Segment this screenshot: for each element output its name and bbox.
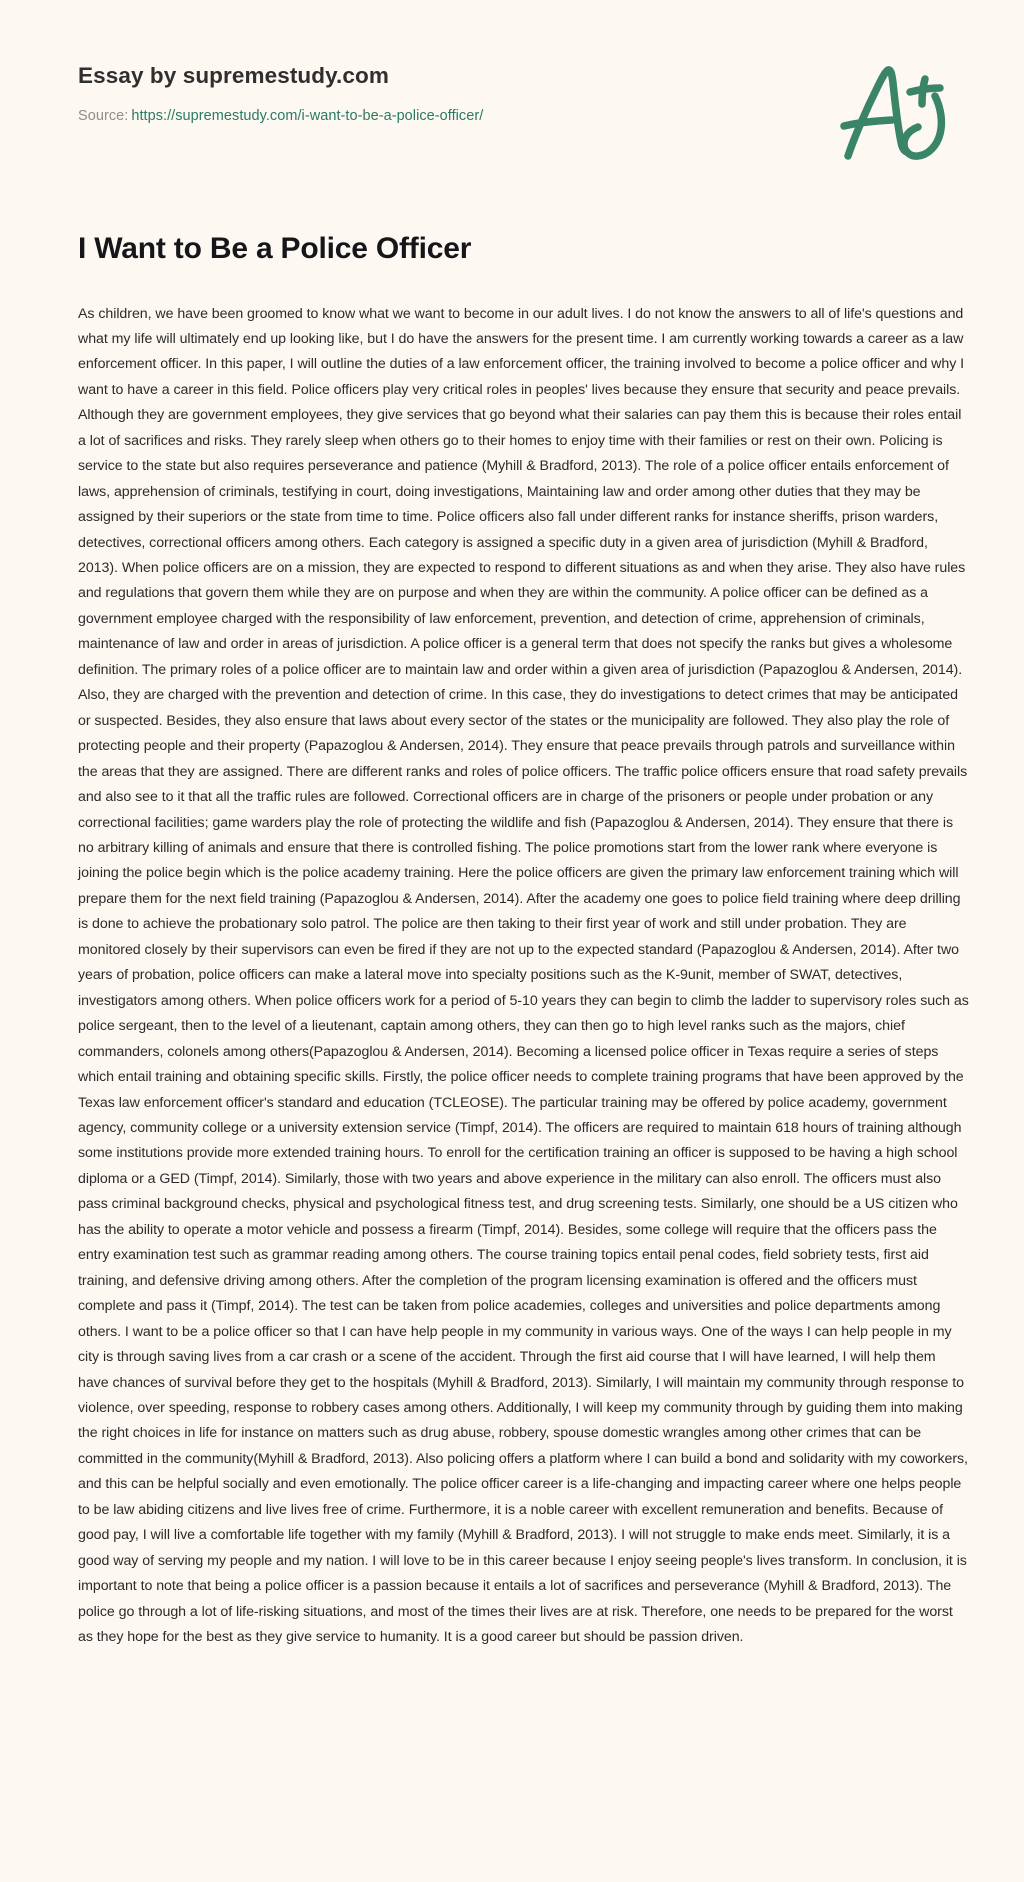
- page-header: [0, 0, 1024, 170]
- page-title: I Want to Be a Police Officer: [78, 232, 472, 265]
- source-url-link[interactable]: https://supremestudy.com/i-want-to-be-a-police-officer/: [131, 108, 484, 124]
- aplus-logo-icon: [822, 52, 962, 170]
- article: [0, 230, 1024, 1691]
- source-label: Source:: [78, 108, 129, 124]
- site-title: Essay by supremestudy.com: [78, 63, 389, 88]
- article-body: [78, 302, 969, 1651]
- article-paragraph: As children, we have been groomed to know what we want to become in our adult lives. I do not know the answers to all of life's questions and what my life will ultimately end up looking like, but I do have the answers for the present time. I am currently working towards a career as a law enforcement officer. In this paper, I will outline the duties of a law enforcement officer, the training involved to become a police officer and why I want to have a career in this field. Police officers play very critical roles in peoples' lives because they ensure that security and peace prevails. Although they are government employees, they give services that go beyond what their salaries can pay them this is because their roles entail a lot of sacrifices and risks. They rarely sleep when others go to their homes to enjoy time with their families or rest on their own. Policing is service to the state but also requires perseverance and patience (Myhill & Bradford, 2013). The role of a police officer entails enforcement of laws, apprehension of criminals, testifying in court, doing investigations, Maintaining law and order among other duties that they may be assigned by their superiors or the state from time to time. Police officers also fall under different ranks for instance sheriffs, prison warders, detectives, correctional officers among others. Each category is assigned a specific duty in a given area of jurisdiction (Myhill & Bradford, 2013). When police officers are on a mission, they are expected to respond to different situations as and when they arise. They also have rules and regulations that govern them while they are on purpose and when they are within the community. A police officer can be defined as a government employee charged with the responsibility of law enforcement, prevention, and detection of crime, apprehension of criminals, maintenance of law and order in areas of jurisdiction. A police officer is a general term that does not specify the ranks but gives a wholesome definition. The primary roles of a police officer are to maintain law and order within a given area of jurisdiction (Papazoglou & Andersen, 2014). Also, they are charged with the prevention and detection of crime. In this case, they do investigations to detect crimes that may be anticipated or suspected. Besides, they also ensure that laws about every sector of the states or the municipality are followed. They also play the role of protecting people and their property (Papazoglou & Andersen, 2014). They ensure that peace prevails through patrols and surveillance within the areas that they are assigned. There are different ranks and roles of police officers. The traffic police officers ensure that road safety prevails and also see to it that all the traffic rules are followed. Correctional officers are in charge of the prisoners or people under probation or any correctional facilities; game warders play the role of protecting the wildlife and fish (Papazoglou & Andersen, 2014). They ensure that there is no arbitrary killing of animals and ensure that there is controlled fishing. The police promotions start from the lower rank where everyone is joining the police begin which is the police academy training. Here the police officers are given the primary law enforcement training which will prepare them for the next field training (Papazoglou & Andersen, 2014). After the academy one goes to police field training where deep drilling is done to achieve the probationary solo patrol. The police are then taking to their first year of work and still under probation. They are monitored closely by their supervisors can even be fired if they are not up to the expected standard (Papazoglou & Andersen, 2014). After two years of probation, police officers can make a lateral move into specialty positions such as the K-9unit, member of SWAT, detectives, investigators among others. When police officers work for a period of 5-10 years they can begin to climb the ladder to supervisory roles such as police sergeant, then to the level of a lieutenant, captain among others, they can then go to high level ranks such as the majors, chief commanders, colonels among others(Papazoglou & Andersen, 2014). Becoming a licensed police officer in Texas require a series of steps which entail training and obtaining specific skills. Firstly, the police officer needs to complete training programs that have been approved by the Texas law enforcement officer's standard and education (TCLEOSE). The particular training may be offered by police academy, government agency, community college or a university extension service (Timpf, 2014). The officers are required to maintain 618 hours of training although some institutions provide more extended training hours. To enroll for the certification training an officer is supposed to be having a high school diploma or a GED (Timpf, 2014). Similarly, those with two years and above experience in the military can also enroll. The officers must also pass criminal background checks, physical and psychological fitness test, and drug screening tests. Similarly, one should be a US citizen who has the ability to operate a motor vehicle and possess a firearm (Timpf, 2014). Besides, some college will require that the officers pass the entry examination test such as grammar reading among others. The course training topics entail penal codes, field sobriety tests, first aid training, and defensive driving among others. After the completion of the program licensing examination is offered and the officers must complete and pass it (Timpf, 2014). The test can be taken from police academies, colleges and universities and police departments among others. I want to be a police officer so that I can have help people in my community in various ways. One of the ways I can help people in my city is through saving lives from a car crash or a scene of the accident. Through the first aid course that I will have learned, I will help them have chances of survival before they get to the hospitals (Myhill & Bradford, 2013). Similarly, I will maintain my community through response to violence, over speeding, response to robbery cases among others. Additionally, I will keep my community through by guiding them into making the right choices in life for instance on matters such as drug abuse, robbery, spouse domestic wrangles among other crimes that can be committed in the community(Myhill & Bradford, 2013). Also policing offers a platform where I can build a bond and solidarity with my coworkers, and this can be helpful socially and even emotionally. The police officer career is a life-changing and impacting career where one helps people to be law abiding citizens and live lives free of crime. Furthermore, it is a noble career with excellent remuneration and benefits. Because of good pay, I will live a comfortable life together with my family (Myhill & Bradford, 2013). I will not struggle to make ends meet. Similarly, it is a good way of serving my people and my nation. I will love to be in this career because I enjoy seeing people's lives transform. In conclusion, it is important to note that being a police officer is a passion because it entails a lot of sacrifices and perseverance (Myhill & Bradford, 2013). The police go through a lot of life-risking situations, and most of the times their lives are at risk. Therefore, one needs to be prepared for the worst as they hope for the best as they give service to humanity. It is a good career but should be passion driven.: [78, 305, 969, 1646]
